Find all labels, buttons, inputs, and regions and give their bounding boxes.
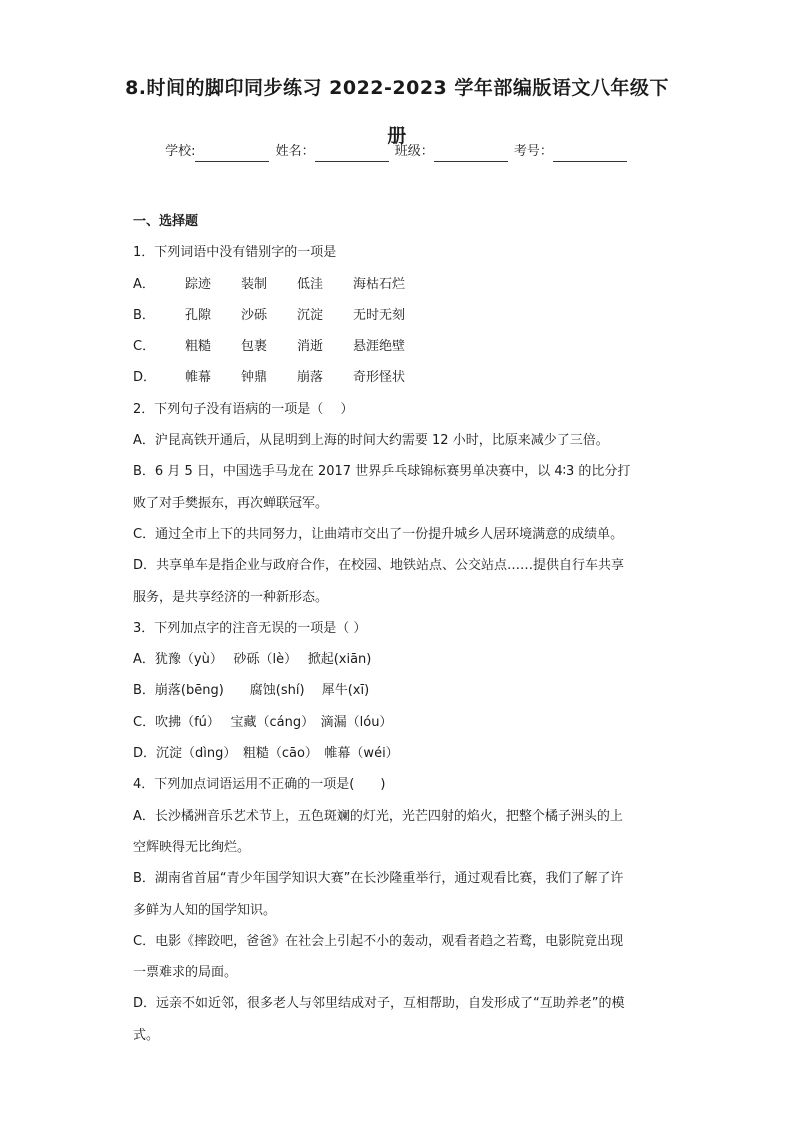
q4-option-c-line1: C．电影《摔跤吧，爸爸》在社会上引起不小的轰动，观看者趋之若鹜，电影院竟出现 <box>133 933 624 949</box>
section-heading: 一、选择题 <box>133 214 199 229</box>
q4-option-b-line1: B．湖南省首届“青少年国学知识大赛”在长沙隆重举行，通过观看比赛，我们了解了许 <box>133 871 624 887</box>
q1-option-b: B． 孔隙 沙砾 沉淀 无时无刻 <box>133 307 406 323</box>
q4-option-b-line2: 多鲜为人知的国学知识。 <box>133 902 277 918</box>
name-label: 姓名： <box>275 144 315 159</box>
q2-option-d-line1: D．共享单车是指企业与政府合作，在校园、地铁站点、公交站点……提供自行车共享 <box>133 558 625 574</box>
q3-option-b: B．崩落(bēng) 腐蚀(shí) 犀牛(xī) <box>133 683 370 699</box>
class-label: 班级： <box>394 144 434 159</box>
school-blank[interactable] <box>195 147 269 162</box>
q2-stem: 2．下列句子没有语病的一项是（ ） <box>133 401 354 417</box>
q4-stem: 4．下列加点词语运用不正确的一项是( ) <box>133 777 386 793</box>
q4-option-a-line1: A．长沙橘洲音乐艺术节上，五色斑斓的灯光，光芒四射的焰火，把整个橘子洲头的上 <box>133 808 623 824</box>
school-label: 学校: <box>165 144 196 159</box>
question-body <box>133 206 663 1051</box>
q1-option-c: C． 粗糙 包裹 消逝 悬涯绝壁 <box>133 339 406 355</box>
q2-option-b-line1: B．6 月 5 日，中国选手马龙在 2017 世界乒乓球锦标赛男单决赛中，以 4∶3 的比分打 <box>133 464 631 480</box>
q4-option-c-line2: 一票难求的局面。 <box>133 965 238 981</box>
number-label: 考号： <box>513 144 553 159</box>
q1-stem: 1．下列词语中没有错别字的一项是 <box>133 245 337 261</box>
q3-option-d: D．沉淀（dìng） 粗糙（cāo） 帷幕（wéi） <box>133 746 399 762</box>
q2-option-a: A．沪昆高铁开通后，从昆明到上海的时间大约需要 12 小时，比原来减少了三倍。 <box>133 433 609 449</box>
q1-option-d: D． 帷幕 钟鼎 崩落 奇形怪状 <box>133 370 406 386</box>
student-info-line <box>100 142 694 162</box>
q4-option-d-line2: 式。 <box>133 1027 160 1043</box>
class-blank[interactable] <box>434 147 508 162</box>
q3-stem: 3．下列加点字的注音无误的一项是（ ） <box>133 620 367 636</box>
q1-option-a: A． 踪迹 装制 低洼 海枯石烂 <box>133 276 406 292</box>
title-line-2: 册 <box>387 125 407 147</box>
name-blank[interactable] <box>315 147 389 162</box>
title-line-1: 8.时间的脚印同步练习 2022-2023 学年部编版语文八年级下 <box>125 77 669 99</box>
q4-option-d-line1: D．远亲不如近邻，很多老人与邻里结成对子，互相帮助，自发形成了“互助养老”的模 <box>133 996 625 1012</box>
q3-option-a: A．犹豫（yù） 砂砾（lè） 掀起(xiān) <box>133 652 372 668</box>
number-blank[interactable] <box>553 147 627 162</box>
q3-option-c: C．吹拂（fú） 宝藏（cáng） 滴漏（lóu） <box>133 714 393 730</box>
q2-option-d-line2: 服务，是共享经济的一种新形态。 <box>133 589 329 605</box>
q4-option-a-line2: 空辉映得无比绚烂。 <box>133 839 251 855</box>
q2-option-b-line2: 败了对手樊振东，再次蝉联冠军。 <box>133 495 329 511</box>
q2-option-c: C．通过全市上下的共同努力，让曲靖市交出了一份提升城乡人居环境满意的成绩单。 <box>133 526 624 542</box>
